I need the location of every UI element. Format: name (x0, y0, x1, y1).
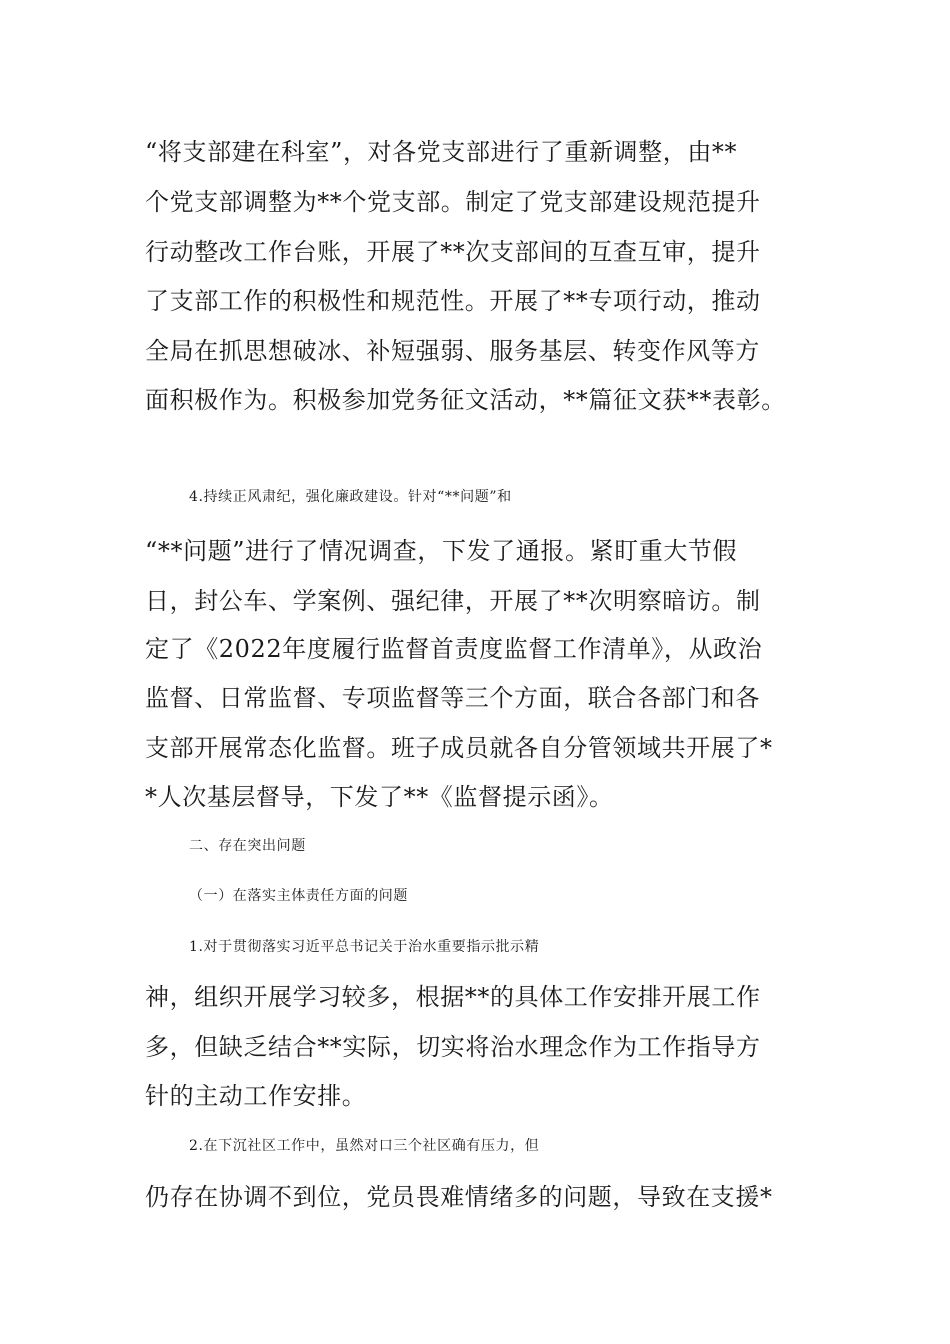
paragraph-1-line-3: 行动整改工作台账，开展了**次支部间的互查互审，提升 (145, 238, 761, 266)
paragraph-1-line-2: 个党支部调整为**个党支部。制定了党支部建设规范提升 (145, 188, 761, 216)
paragraph-2-line-3: 日，封公车、学案例、强纪律，开展了**次明察暗访。制 (145, 587, 761, 615)
paragraph-2-line-1: 4.持续正风肃纪，强化廉政建设。针对“**问题”和 (189, 489, 512, 505)
item-1-line-1: 1.对于贯彻落实习近平总书记关于治水重要指示批示精 (189, 939, 540, 955)
paragraph-2-line-4: 定了《2022年度履行监督首责度监督工作清单》，从政治 (145, 635, 763, 663)
paragraph-1-line-5: 全局在抓思想破冰、补短强弱、服务基层、转变作风等方 (145, 337, 760, 365)
subsection-heading: （一）在落实主体责任方面的问题 (189, 888, 408, 904)
paragraph-1-line-1: “将支部建在科室”，对各党支部进行了重新调整，由** (145, 138, 738, 166)
paragraph-2-line-2: “**问题”进行了情况调查，下发了通报。紧盯重大节假 (145, 537, 738, 565)
paragraph-2-line-6: 支部开展常态化监督。班子成员就各自分管领域共开展了* (145, 734, 773, 762)
item-2-line-1: 2.在下沉社区工作中，虽然对口三个社区确有压力，但 (189, 1138, 540, 1154)
item-1-line-2: 神，组织开展学习较多，根据**的具体工作安排开展工作 (145, 983, 761, 1011)
paragraph-2-line-7: *人次基层督导，下发了**《监督提示函》。 (145, 783, 614, 811)
item-1-line-3: 多，但缺乏结合**实际，切实将治水理念作为工作指导方 (145, 1033, 761, 1061)
section-heading: 二、存在突出问题 (189, 838, 306, 854)
paragraph-1-line-4: 了支部工作的积极性和规范性。开展了**专项行动，推动 (145, 287, 761, 315)
item-1-line-4: 针的主动工作安排。 (145, 1082, 367, 1110)
paragraph-1-line-6: 面积极作为。积极参加党务征文活动，**篇征文获**表彰。 (145, 386, 786, 414)
item-2-line-2: 仍存在协调不到位，党员畏难情绪多的问题，导致在支援* (145, 1183, 773, 1211)
paragraph-2-line-5: 监督、日常监督、专项监督等三个方面，联合各部门和各 (145, 684, 760, 712)
